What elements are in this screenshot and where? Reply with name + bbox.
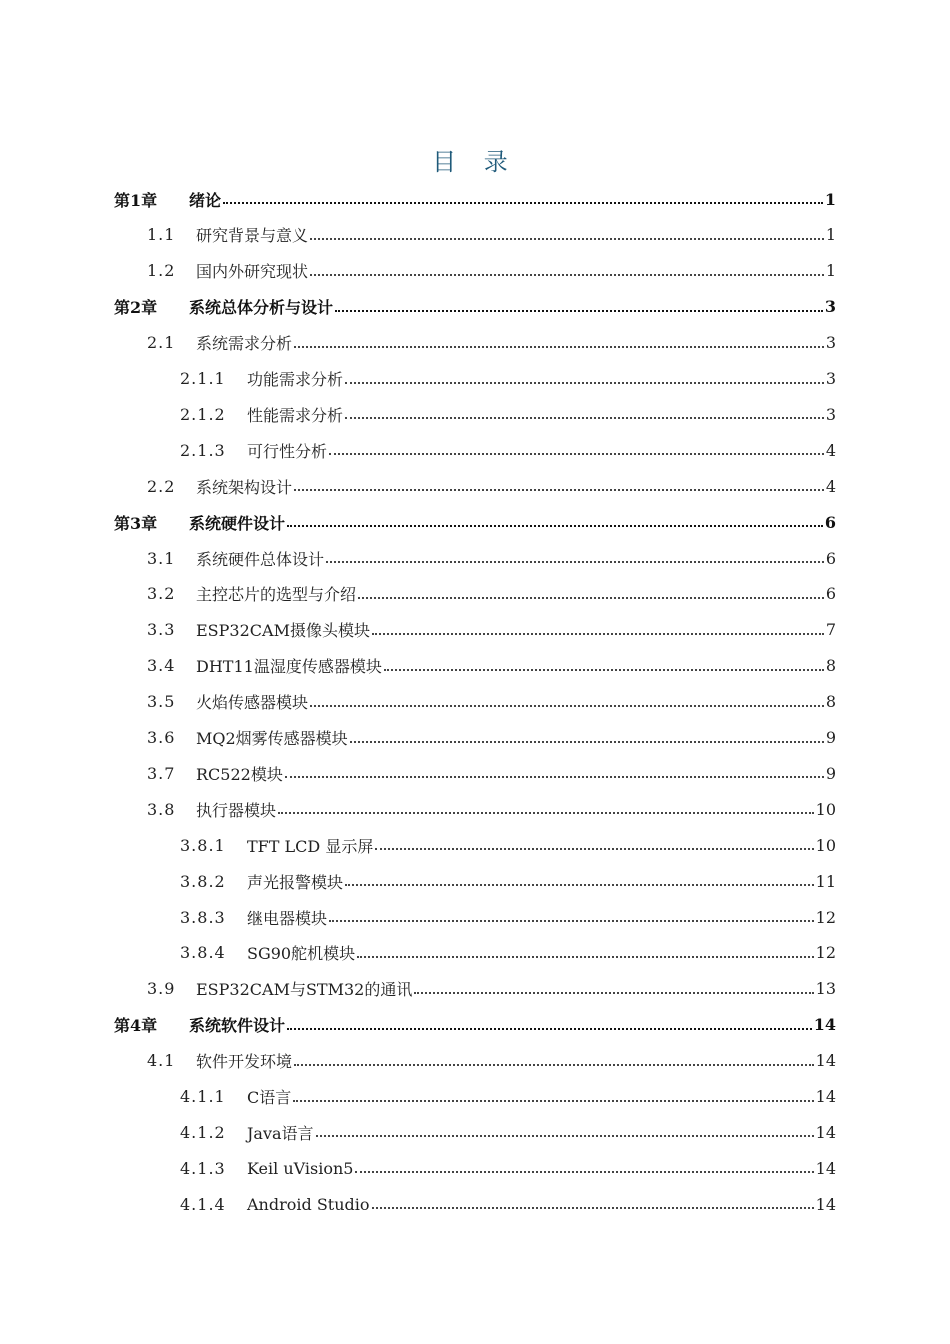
- toc-entry[interactable]: [180, 899, 836, 935]
- toc-entry-number: 3.8.3: [180, 907, 226, 927]
- toc-dot-leader: [329, 453, 824, 455]
- toc-entry-page: 12: [815, 907, 836, 927]
- toc-entry-title: 系统硬件总体设计: [196, 549, 325, 569]
- toc-entry[interactable]: [180, 863, 836, 899]
- toc-entry-number: 3.8.4: [180, 943, 226, 963]
- toc-entry-title: SG90舵机模块: [247, 944, 356, 964]
- toc-entry-number: 3.5: [147, 692, 176, 712]
- toc-entry-number: 3.7: [147, 763, 176, 783]
- toc-entry-page: 10: [815, 835, 836, 855]
- toc-entry-number: 1.1: [147, 225, 176, 245]
- toc-entry-page: 14: [815, 1194, 836, 1214]
- toc-entry-page: 1: [825, 261, 836, 281]
- toc-entry-page: 6: [825, 584, 836, 604]
- toc-dot-leader: [223, 202, 823, 204]
- toc-entry-title: 声光报警模块: [247, 872, 344, 892]
- toc-entry-page: 3: [825, 333, 836, 353]
- toc-entry[interactable]: [147, 755, 836, 791]
- toc-dot-leader: [285, 776, 824, 778]
- toc-entry-page: 6: [825, 548, 836, 568]
- toc-entry-page: 1: [825, 225, 836, 245]
- toc-entry-number: 3.9: [147, 979, 176, 999]
- toc-entry-number: 4.1.3: [180, 1158, 226, 1178]
- toc-entry-page: 8: [825, 692, 836, 712]
- toc-entry-number: 3.6: [147, 728, 176, 747]
- toc-entry-title: Keil uVision5: [247, 1158, 354, 1178]
- toc-entry-number: 4.1: [147, 1051, 176, 1071]
- toc-entry-number: 3.1: [147, 548, 176, 568]
- toc-entry[interactable]: [147, 612, 836, 648]
- toc-dot-leader: [294, 1064, 814, 1066]
- toc-entry[interactable]: [180, 1150, 836, 1186]
- toc-dot-leader: [345, 884, 814, 886]
- toc-entry-title: 执行器模块: [196, 800, 277, 820]
- toc-entry-number: 4.1.4: [180, 1194, 226, 1214]
- toc-entry[interactable]: [147, 648, 836, 684]
- toc-entry[interactable]: [147, 217, 836, 253]
- toc-entry-page: 14: [815, 1087, 836, 1106]
- toc-entry-title: Android Studio: [247, 1194, 370, 1214]
- toc-entry-title: DHT11温湿度传感器模块: [196, 657, 382, 677]
- toc-dot-leader: [293, 1100, 813, 1102]
- toc-entry[interactable]: [114, 504, 836, 540]
- toc-entry-title: ESP32CAM摄像头模块: [196, 621, 370, 641]
- toc-entry-number: 3.8.2: [180, 871, 226, 891]
- toc-entry[interactable]: [147, 540, 836, 576]
- toc-dot-leader: [384, 669, 824, 671]
- toc-entry-title: RC522模块: [196, 764, 283, 784]
- toc-entry-number: 3.2: [147, 584, 176, 604]
- toc-entry-number: 4.1.2: [180, 1122, 226, 1142]
- toc-dot-leader: [316, 1135, 814, 1137]
- toc-entry-page: 9: [825, 763, 836, 783]
- toc-entry-page: 10: [815, 799, 836, 819]
- toc-entry-number: 2.1.2: [180, 404, 226, 424]
- toc-entry-title: 继电器模块: [247, 908, 328, 928]
- toc-entry[interactable]: [147, 684, 836, 720]
- toc-entry-number: 第4章: [114, 1016, 158, 1036]
- toc-dot-leader: [375, 848, 813, 850]
- toc-entry-number: 3.8: [147, 799, 176, 819]
- toc-entry-page: 6: [824, 512, 836, 532]
- toc-entry-title: 系统需求分析: [196, 334, 293, 354]
- toc-title: 目 录: [432, 148, 518, 176]
- toc-entry[interactable]: [147, 791, 836, 827]
- toc-entry-page: 3: [824, 297, 836, 317]
- toc-entry[interactable]: [114, 181, 836, 217]
- toc-dot-leader: [287, 525, 823, 527]
- toc-dot-leader: [357, 956, 814, 958]
- toc-entry[interactable]: [180, 396, 836, 432]
- toc-entry-number: 2.1.1: [180, 369, 226, 388]
- toc-entry[interactable]: [147, 971, 836, 1007]
- toc-entry-page: 8: [825, 656, 836, 676]
- toc-entry-page: 7: [825, 620, 836, 640]
- toc-entry[interactable]: [114, 289, 836, 325]
- toc-entry-number: 第2章: [114, 298, 158, 318]
- toc-entry-number: 3.4: [147, 656, 176, 676]
- toc-entry[interactable]: [147, 253, 836, 289]
- toc-entry-title: 软件开发环境: [196, 1052, 293, 1072]
- toc-dot-leader: [310, 705, 824, 707]
- toc-dot-leader: [294, 346, 824, 348]
- toc-entry-title: 系统软件设计: [189, 1016, 286, 1036]
- toc-entry-page: 3: [825, 369, 836, 388]
- toc-entry-page: 14: [815, 1051, 836, 1071]
- toc-entry[interactable]: [114, 1007, 836, 1043]
- toc-entry-number: 3.3: [147, 620, 176, 640]
- toc-entry[interactable]: [180, 1114, 836, 1150]
- toc-entry-title: 系统架构设计: [196, 477, 293, 497]
- toc-dot-leader: [326, 561, 824, 563]
- toc-dot-leader: [355, 1171, 813, 1173]
- toc-entry[interactable]: [147, 576, 836, 612]
- toc-entry-title: 功能需求分析: [247, 370, 344, 389]
- toc-dot-leader: [310, 274, 824, 276]
- toc-entry-page: 14: [813, 1015, 836, 1035]
- toc-entry-title: 绪论: [189, 190, 222, 210]
- toc-dot-leader: [278, 812, 814, 814]
- toc-entry[interactable]: [180, 1186, 836, 1222]
- toc-entry[interactable]: [147, 468, 836, 504]
- toc-entry-page: 14: [815, 1158, 836, 1178]
- toc-dot-leader: [372, 1207, 814, 1209]
- toc-entry-page: 12: [815, 943, 836, 963]
- toc-dot-leader: [345, 382, 824, 384]
- toc-entry-page: 13: [815, 979, 836, 999]
- toc-entry-number: 第1章: [114, 190, 158, 210]
- toc-entry-title: 系统硬件设计: [189, 513, 286, 533]
- toc-entry-title: 性能需求分析: [247, 405, 344, 425]
- toc-entry-title: 系统总体分析与设计: [189, 298, 334, 318]
- toc-dot-leader: [294, 489, 824, 491]
- toc-entry-page: 11: [815, 871, 836, 891]
- toc-entry-title: TFT LCD 显示屏: [247, 836, 374, 856]
- toc-entry-number: 4.1.1: [180, 1087, 226, 1106]
- toc-entry-title: 可行性分析: [247, 441, 328, 461]
- toc-entry-number: 2.2: [147, 476, 176, 496]
- toc-entry-title: Java语言: [247, 1123, 314, 1143]
- toc-entry-page: 14: [815, 1122, 836, 1142]
- toc-dot-leader: [335, 310, 823, 312]
- toc-entry[interactable]: [180, 1079, 836, 1115]
- toc-entry-number: 2.1: [147, 333, 176, 353]
- toc-entry[interactable]: [147, 325, 836, 361]
- toc-entry-page: 1: [824, 189, 836, 209]
- toc-dot-leader: [358, 597, 824, 599]
- toc-entry-page: 9: [825, 728, 836, 747]
- toc-entry[interactable]: [180, 432, 836, 468]
- toc-dot-leader: [345, 417, 824, 419]
- toc-entry[interactable]: [180, 361, 836, 397]
- toc-entry[interactable]: [147, 1043, 836, 1079]
- toc-entry-title: ESP32CAM与STM32的通讯: [196, 980, 413, 1000]
- toc-dot-leader: [310, 238, 824, 240]
- toc-entry-title: 研究背景与意义: [196, 226, 309, 246]
- toc-entry[interactable]: [147, 720, 836, 756]
- toc-dot-leader: [329, 920, 814, 922]
- toc-dot-leader: [372, 633, 824, 635]
- toc-entry[interactable]: [180, 827, 836, 863]
- toc-dot-leader: [350, 741, 824, 743]
- toc-entry-page: 3: [825, 404, 836, 424]
- toc-entry-title: 国内外研究现状: [196, 262, 309, 282]
- toc-entry-title: 火焰传感器模块: [196, 693, 309, 713]
- toc-entry-number: 2.1.3: [180, 440, 226, 460]
- toc-dot-leader: [287, 1028, 812, 1030]
- toc-entry-number: 3.8.1: [180, 835, 226, 855]
- toc-entry-title: MQ2烟雾传感器模块: [196, 729, 348, 748]
- toc-entry-title: 主控芯片的选型与介绍: [196, 585, 357, 605]
- toc-entry-page: 4: [825, 440, 836, 460]
- toc-dot-leader: [414, 992, 813, 994]
- toc-entry-number: 第3章: [114, 513, 158, 533]
- toc-entry[interactable]: [180, 935, 836, 971]
- toc-entry-number: 1.2: [147, 261, 176, 281]
- toc-entry-page: 4: [825, 476, 836, 496]
- toc-entry-title: C语言: [247, 1088, 292, 1107]
